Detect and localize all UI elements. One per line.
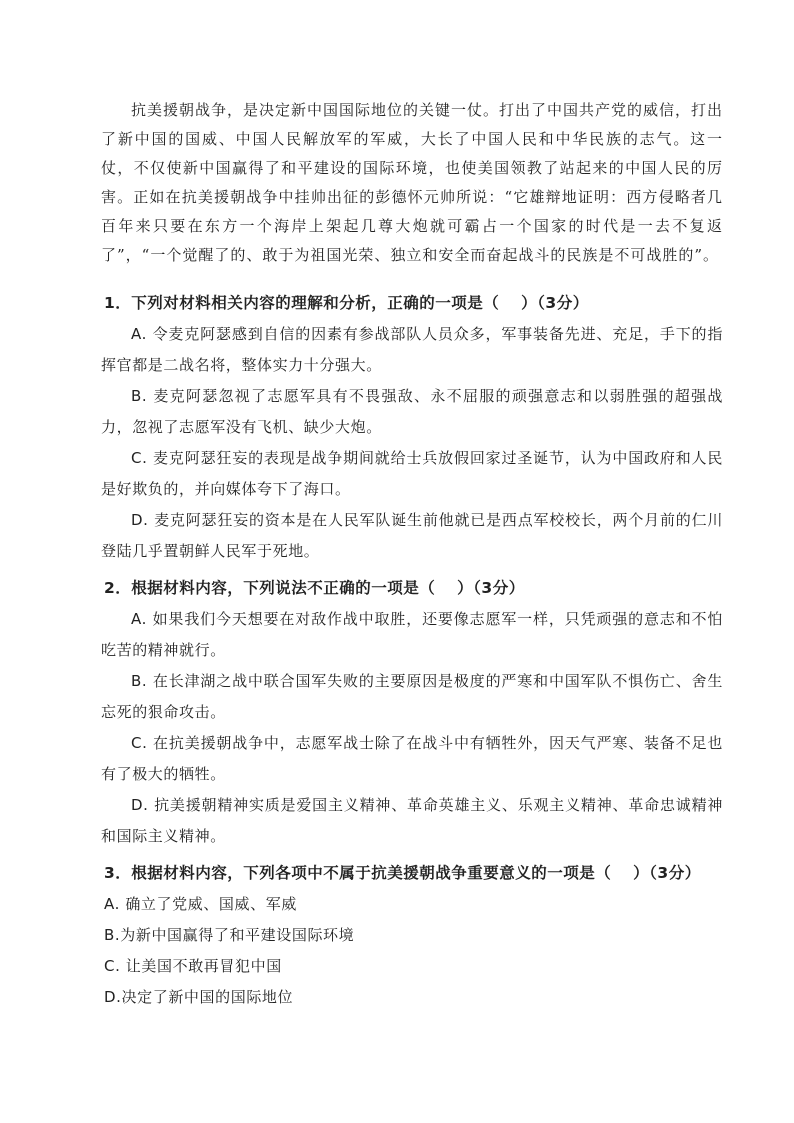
option-a: A. 如果我们今天想要在对敌作战中取胜，还要像志愿军一样，只凭顽强的意志和不怕吃苦的精神就行。 [101,610,723,659]
option-c: C. 麦克阿瑟狂妄的表现是战争期间就给士兵放假回家过圣诞节，认为中国政府和人民是好欺负的，并向媒体夸下了海口。 [101,449,723,498]
option-d: D. 抗美援朝精神实质是爱国主义精神、革命英雄主义、乐观主义精神、革命忠诚精神和国际主义精神。 [101,796,723,845]
option-d: D. 麦克阿瑟狂妄的资本是在人民军队诞生前他就已是西点军校校长，两个月前的仁川登陆几乎置朝鲜人民军于死地。 [101,511,723,560]
question-title: 3．根据材料内容，下列各项中不属于抗美援朝战争重要意义的一项是（ ）（3分） [104,864,701,882]
reading-passage: 抗美援朝战争，是决定新中国国际地位的关键一仗。打出了中国共产党的威信，打出了新中国的国威、中国人民解放军的军威，大长了中国人民和中华民族的志气。这一仗，不仅使新中国赢得了和平建设的国际环境，也使美国领教了站起来的中国人民的厉害。正如在抗美援朝战争中挂帅出征的彭德怀元帅所说：“它雄辩地证明：西方侵略者几百年来只要在东方一个海岸上架起几尊大炮就可霸占一个国家的时代是一去不复返了”，“一个觉醒了的、敢于为祖国光荣、独立和安全而奋起战斗的民族是不可战胜的”。 [101,101,724,264]
option-c: C. 让美国不敢再冒犯中国 [104,957,282,975]
question-3 [101,857,723,1013]
question-1 [101,287,723,567]
option-b: B. 在长津湖之战中联合国军失败的主要原因是极度的严寒和中国军队不惧伤亡、舍生忘死的狠命攻击。 [101,672,723,721]
option-b: B. 麦克阿瑟忽视了志愿军具有不畏强敌、永不屈服的顽强意志和以弱胜强的超强战力，忽视了志愿军没有飞机、缺少大炮。 [101,387,723,436]
option-b: B.为新中国赢得了和平建设国际环境 [104,926,355,944]
question-title: 1．下列对材料相关内容的理解和分析，正确的一项是（ ）（3分） [104,294,589,312]
option-a: A. 确立了党威、国威、军威 [104,895,297,913]
option-a: A. 令麦克阿瑟感到自信的因素有参战部队人员众多，军事装备先进、充足，手下的指挥官都是二战名将，整体实力十分强大。 [101,325,723,374]
question-title: 2．根据材料内容，下列说法不正确的一项是（ ）（3分） [104,579,525,597]
option-d: D.决定了新中国的国际地位 [104,988,294,1006]
option-c: C. 在抗美援朝战争中，志愿军战士除了在战斗中有牺牲外，因天气严寒、装备不足也有了极大的牺牲。 [101,734,723,783]
question-2 [101,572,723,852]
